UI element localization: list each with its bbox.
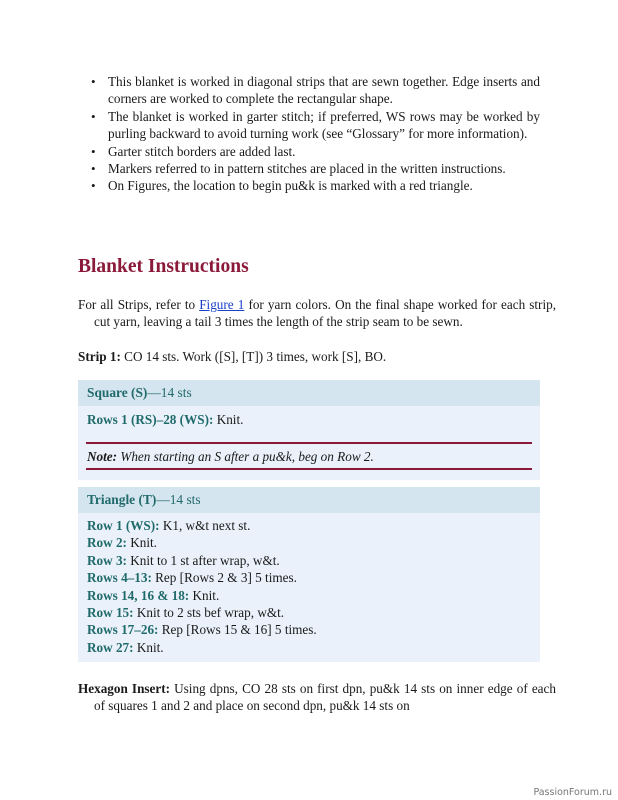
row-label: Row 3: xyxy=(87,552,127,568)
hexagon-label: Hexagon Insert: xyxy=(78,681,171,696)
note-rule-top xyxy=(86,442,532,444)
list-item: • On Figures, the location to begin pu&k is marked with a red triangle. xyxy=(88,177,540,194)
note-rule-bottom xyxy=(86,468,532,470)
triangle-row xyxy=(87,604,531,621)
notes-list xyxy=(88,73,540,195)
note-text: When starting an S after a pu&k, beg on Row 2. xyxy=(117,449,374,464)
square-panel xyxy=(78,380,540,480)
row-label: Rows 1 (RS)–28 (WS): xyxy=(87,412,214,427)
strip-1-text: CO 14 sts. Work ([S], [T]) 3 times, work [S], BO. xyxy=(120,349,387,364)
list-item: • This blanket is worked in diagonal strips that are sewn together. Edge inserts and corners are worked to complete the rectangular shape. xyxy=(88,73,540,108)
row-text: Rep [Rows 15 & 16] 5 times. xyxy=(158,622,317,638)
row-label: Rows 4–13: xyxy=(87,570,152,586)
watermark: PassionForum.ru xyxy=(533,787,612,798)
square-panel-heading xyxy=(78,380,540,406)
square-note xyxy=(87,449,374,465)
triangle-row xyxy=(87,587,531,604)
square-stitch-count: —14 sts xyxy=(147,385,192,400)
triangle-panel-body xyxy=(78,513,540,656)
row-label: Row 2: xyxy=(87,535,127,551)
triangle-row xyxy=(87,534,531,551)
square-panel-body xyxy=(78,406,540,428)
note-label: Note: xyxy=(87,449,118,464)
row-text: Rep [Rows 2 & 3] 5 times. xyxy=(151,570,297,586)
intro-text-after: for yarn colors. On the final shape worked for each strip, cut yarn, leaving a tail 3 times the length of the strip seam to be sewn. xyxy=(94,297,557,330)
row-label: Row 27: xyxy=(87,639,134,655)
row-text: Knit. xyxy=(213,412,244,427)
row-text: Knit. xyxy=(133,639,164,655)
row-text: Knit to 1 st after wrap, w&t. xyxy=(126,552,280,568)
triangle-row xyxy=(87,639,531,656)
triangle-panel-heading xyxy=(78,487,540,513)
triangle-title: Triangle (T) xyxy=(87,492,157,507)
intro-paragraph xyxy=(78,296,556,331)
triangle-row xyxy=(87,552,531,569)
row-label: Rows 17–26: xyxy=(87,622,159,638)
hexagon-text: Using dpns, CO 28 sts on first dpn, pu&k 14 sts on inner edge of each of squares 1 and 2 and place on second dpn, pu&k 14 sts on xyxy=(94,681,556,714)
list-item: • The blanket is worked in garter stitch; if preferred, WS rows may be worked by purling backward to avoid turning work (see “Glossary” for more information). xyxy=(88,108,540,143)
intro-text-before: For all Strips, refer to xyxy=(78,297,200,312)
row-label: Row 1 (WS): xyxy=(87,518,160,533)
section-heading: Blanket Instructions xyxy=(78,256,249,277)
triangle-row xyxy=(87,569,531,586)
hexagon-paragraph xyxy=(78,680,556,715)
row-text: K1, w&t next st. xyxy=(159,518,251,533)
list-item: • Garter stitch borders are added last. xyxy=(88,143,540,160)
row-text: Knit. xyxy=(126,535,157,551)
strip-1-label: Strip 1: xyxy=(78,349,121,364)
row-text: Knit. xyxy=(189,587,220,603)
strip-1-paragraph xyxy=(78,348,540,365)
triangle-panel xyxy=(78,487,540,662)
triangle-stitch-count: —14 sts xyxy=(156,492,201,507)
figure-1-link[interactable]: Figure 1 xyxy=(199,297,245,312)
square-title: Square (S) xyxy=(87,385,148,400)
row-label: Rows 14, 16 & 18: xyxy=(87,587,190,603)
row-label: Row 15: xyxy=(87,605,134,621)
list-item: • Markers referred to in pattern stitches are placed in the written instructions. xyxy=(88,160,540,177)
row-text: Knit to 2 sts bef wrap, w&t. xyxy=(133,605,285,621)
triangle-row xyxy=(87,517,531,534)
triangle-row xyxy=(87,621,531,638)
